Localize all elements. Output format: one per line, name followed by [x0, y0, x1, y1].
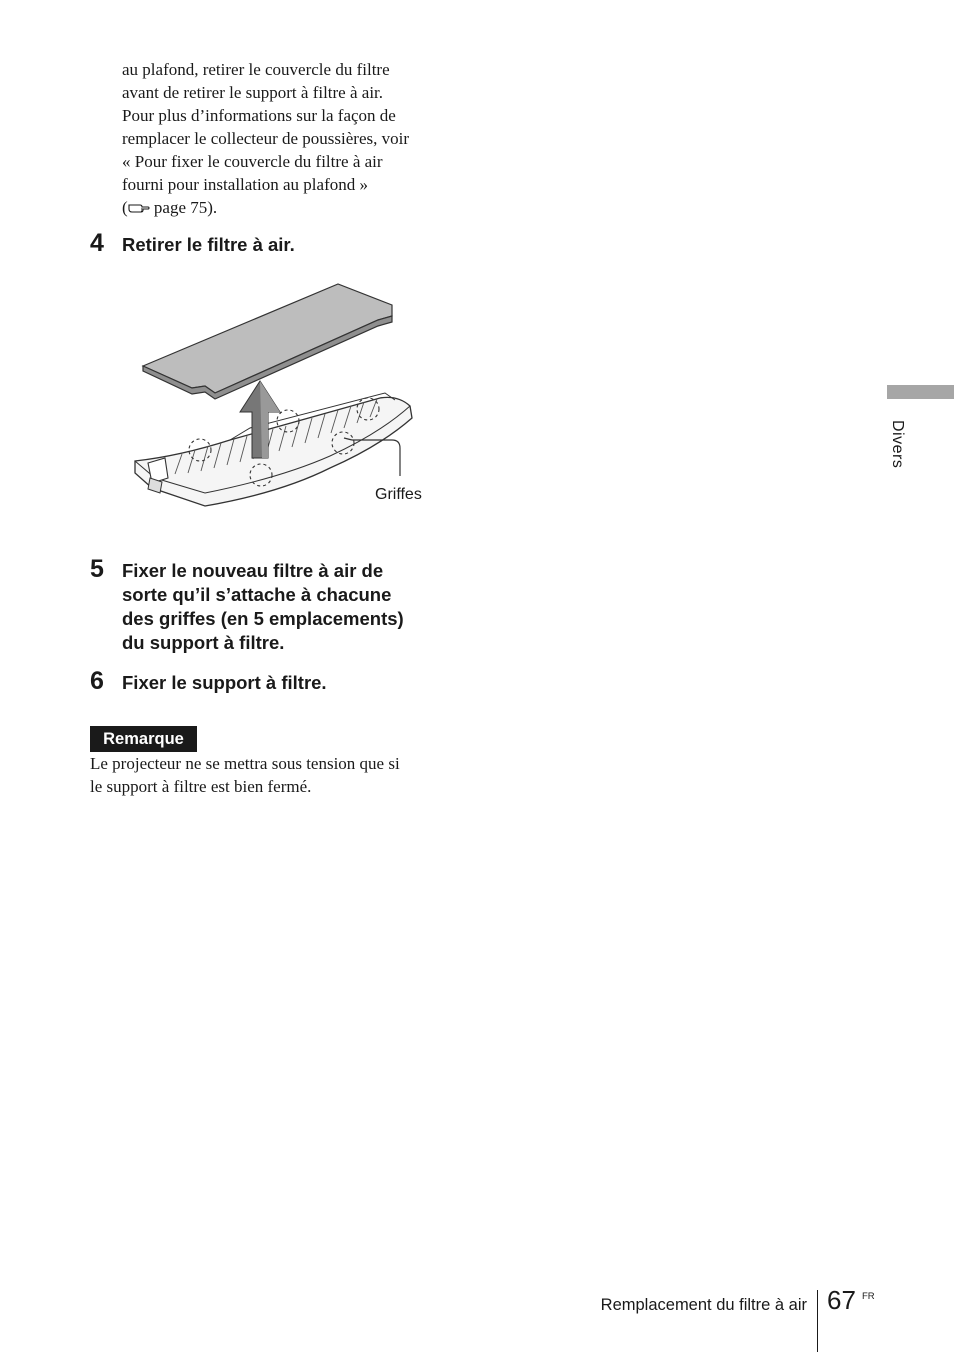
page-reference: ( page 75). [122, 198, 218, 217]
step-line: Fixer le nouveau filtre à air de [122, 560, 384, 581]
step-4-text [122, 233, 295, 257]
step-line: sorte qu’il s’attache à chacune [122, 584, 392, 605]
step-line: des griffes (en 5 emplacements) [122, 608, 404, 629]
page-reference-text: page 75). [149, 198, 218, 217]
page-number: 67 [827, 1285, 856, 1315]
section-tab-label: Divers [889, 420, 906, 469]
step-line: Fixer le support à filtre. [122, 672, 327, 693]
intro-line: remplacer le collecteur de poussières, voir [122, 129, 409, 148]
footer-divider [817, 1290, 818, 1352]
step-number: 6 [90, 667, 104, 695]
intro-line: avant de retirer le support à filtre à air. [122, 83, 384, 102]
griffes-label: Griffes [375, 486, 422, 503]
note-text [90, 752, 460, 798]
intro-paragraph [122, 58, 462, 219]
intro-line: « Pour fixer le couvercle du filtre à air [122, 152, 383, 171]
step-number: 5 [90, 555, 104, 583]
air-filter-illustration [130, 278, 440, 518]
footer-section-title: Remplacement du filtre à air [600, 1296, 807, 1314]
note-line: Le projecteur ne se mettra sous tension que si [90, 754, 400, 773]
step-6-text [122, 671, 327, 695]
step-number: 4 [90, 229, 104, 257]
section-tab-marker [887, 385, 954, 399]
note-line: le support à filtre est bien fermé. [90, 777, 312, 796]
intro-line: fourni pour installation au plafond » [122, 175, 368, 194]
step-line: du support à filtre. [122, 632, 285, 653]
language-code: FR [862, 1291, 875, 1302]
step-5-text [122, 559, 404, 655]
step-line: Retirer le filtre à air. [122, 234, 295, 255]
reference-hand-icon [128, 198, 150, 217]
intro-line: Pour plus d’informations sur la façon de [122, 106, 396, 125]
air-filter-sheet [143, 284, 392, 399]
intro-line: au plafond, retirer le couvercle du filtre [122, 60, 390, 79]
note-badge: Remarque [90, 726, 197, 752]
